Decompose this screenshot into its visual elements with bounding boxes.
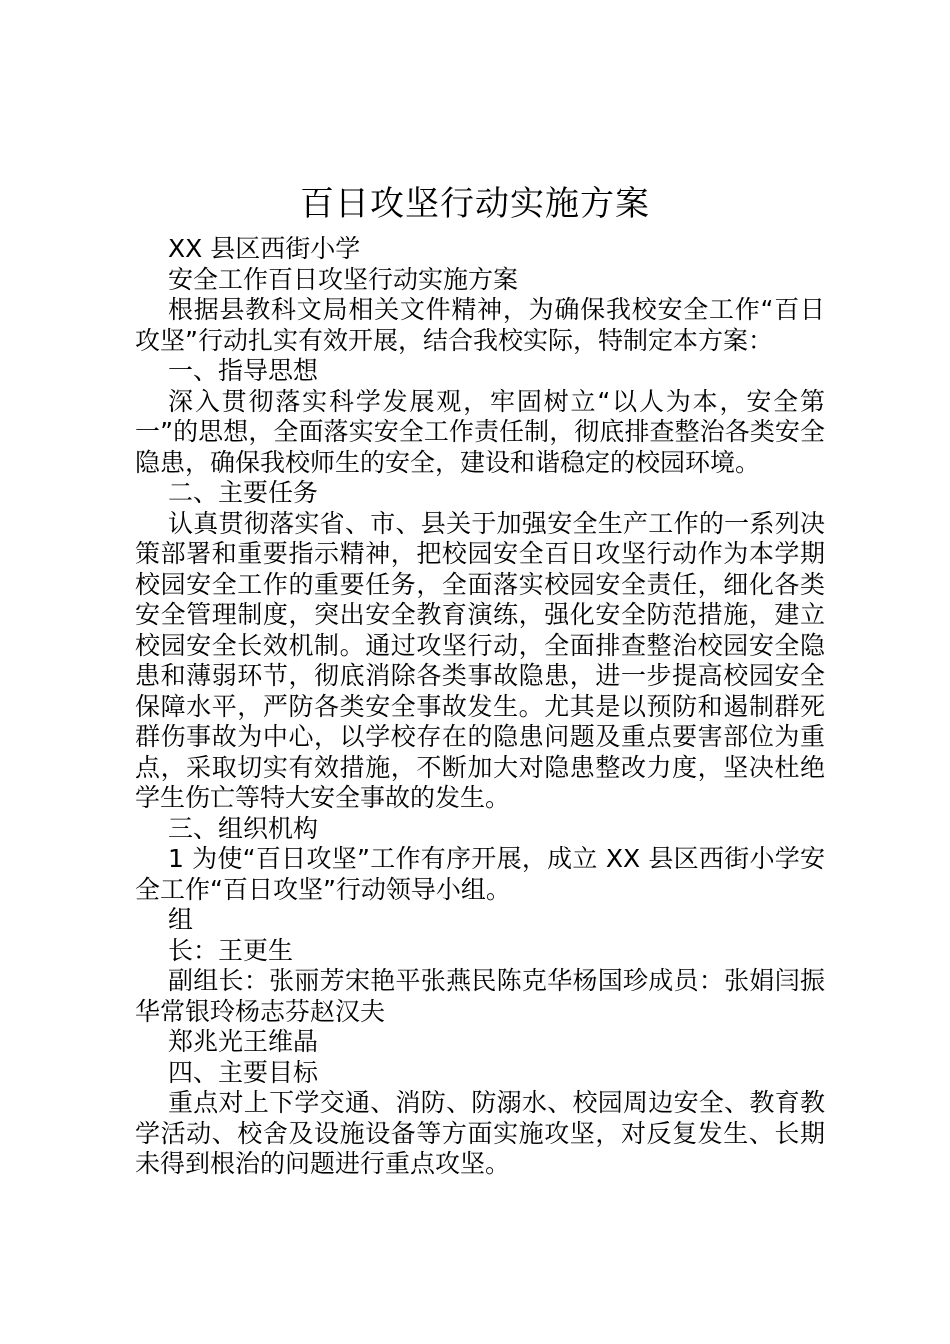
leader-name-line: 长：王更生 [168, 935, 294, 965]
organization-paragraph: 1 为使“百日攻坚”工作有序开展，成立 XX 县区西街小学安全工作“百日攻坚”行动领导小组。 [135, 844, 825, 904]
section-heading-organization: 三、组织机构 [168, 813, 319, 843]
school-name-line: XX 县区西街小学 [168, 234, 361, 263]
guiding-thought-paragraph: 深入贯彻落实科学发展观，牢固树立“以人为本，安全第一”的思想，全面落实安全工作责任制，彻底排查整治各类安全隐患，确保我校师生的安全，建设和谐稳定的校园环境。 [135, 386, 825, 477]
section-heading-main-tasks: 二、主要任务 [168, 478, 319, 507]
document-body [135, 234, 825, 1180]
leader-label-line: 组 [168, 905, 194, 934]
members-continued-line: 郑兆光王维晶 [168, 1027, 319, 1056]
main-goals-paragraph: 重点对上下学交通、消防、防溺水、校园周边安全、教育教学活动、校舍及设施设备等方面实施攻坚，对反复发生、长期未得到根治的问题进行重点攻坚。 [135, 1088, 825, 1178]
document-title: 百日攻坚行动实施方案 [300, 184, 650, 224]
main-tasks-paragraph: 认真贯彻落实省、市、县关于加强安全生产工作的一系列决策部署和重要指示精神，把校园安全百日攻坚行动作为本学期校园安全工作的重要任务，全面落实校园安全责任，细化各类安全管理制度，突出安全教育演练，强化安全防范措施，建立校园安全长效机制。通过攻坚行动，全面排查整治校园安全隐患和薄弱环节，彻底消除各类事故隐患，进一步提高校园安全保障水平，严防各类安全事故发生。尤其是以预防和遏制群死群伤事故为中心，以学校存在的隐患问题及重点要害部位为重点，采取切实有效措施，不断加大对隐患整改力度，坚决杜绝学生伤亡等特大安全事故的发生。 [135, 508, 825, 812]
deputy-and-members-paragraph: 副组长：张丽芳宋艳平张燕民陈克华杨国珍成员：张娟闫振华常银玲杨志芬赵汉夫 [135, 966, 825, 1026]
subtitle-line: 安全工作百日攻坚行动实施方案 [168, 264, 519, 294]
intro-paragraph: 根据县教科文局相关文件精神，为确保我校安全工作“百日攻坚”行动扎实有效开展，结合我校实际，特制定本方案： [135, 295, 825, 355]
section-heading-guiding-thought: 一、指导思想 [168, 356, 319, 385]
section-heading-main-goals: 四、主要目标 [168, 1057, 319, 1087]
